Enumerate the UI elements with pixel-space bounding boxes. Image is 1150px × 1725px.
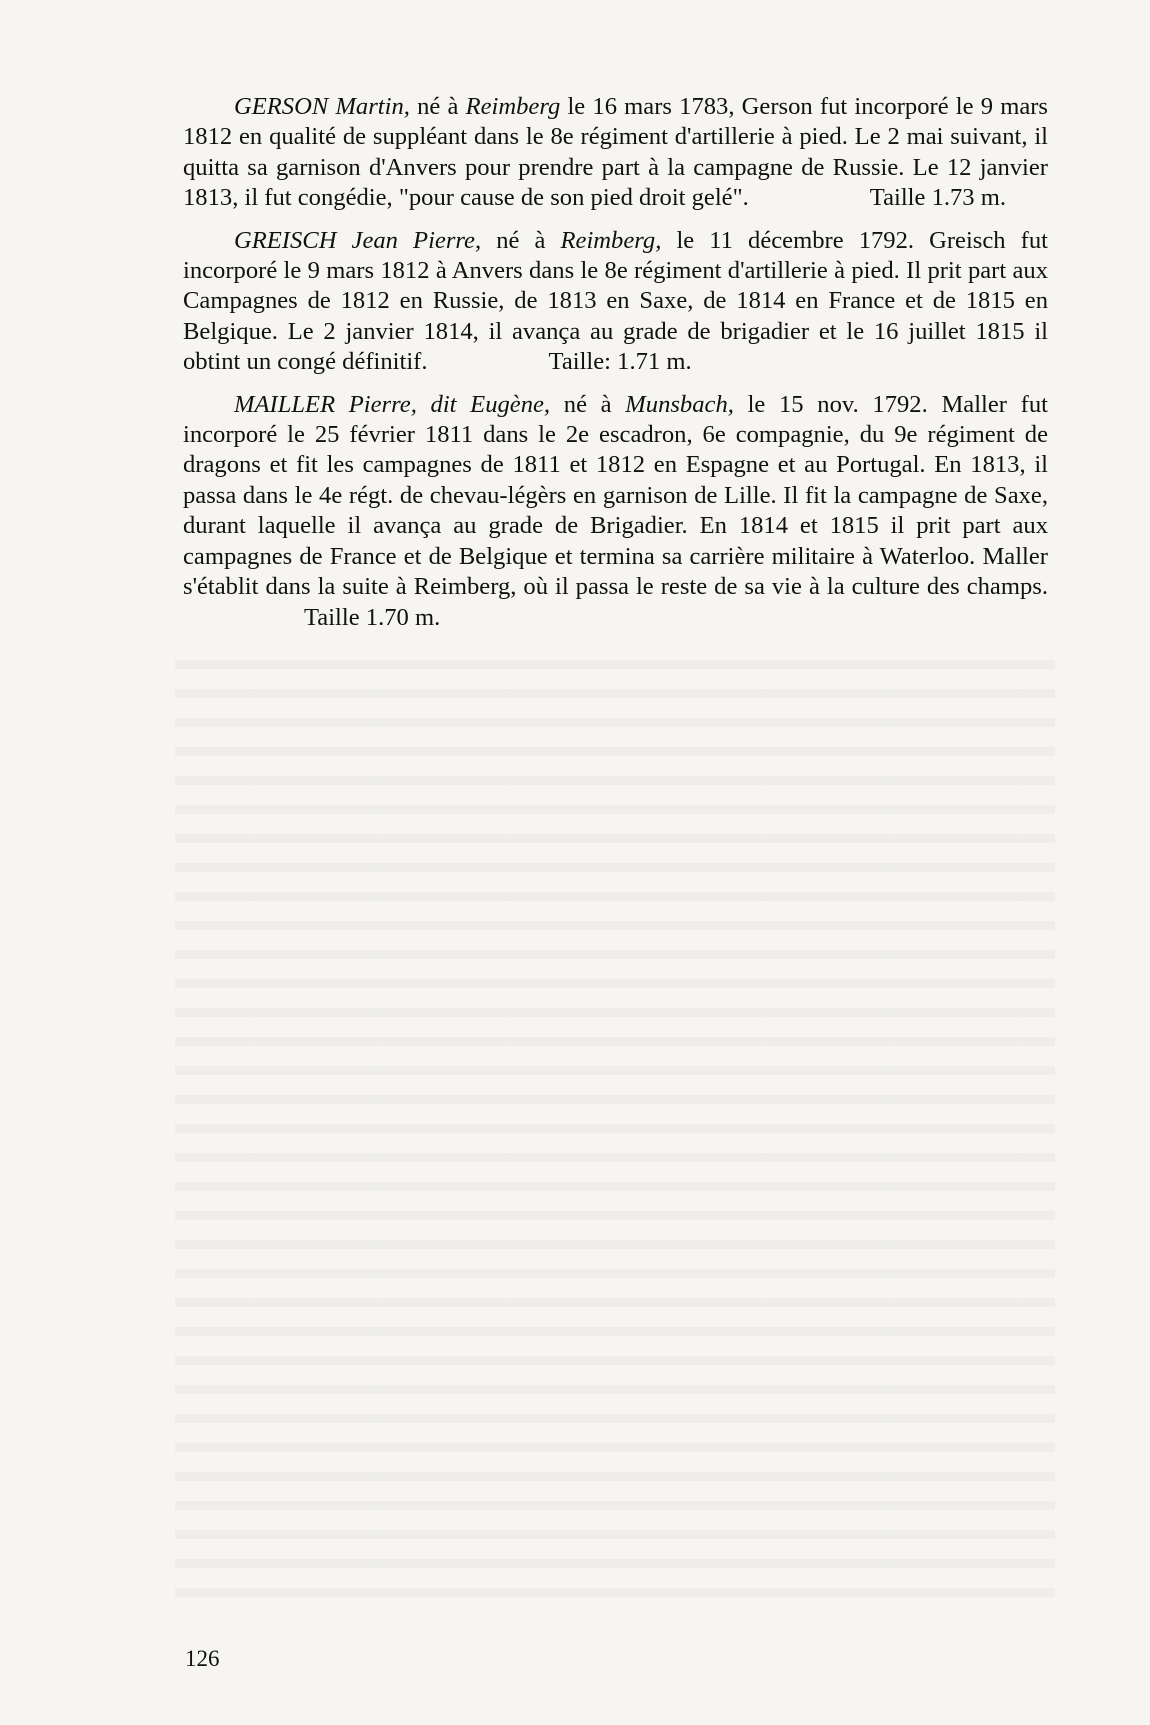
entry-name: MAILLER Pierre, dit Eugène, xyxy=(234,390,551,418)
entry-born-prefix: né à xyxy=(409,93,466,120)
entry-born-prefix: né à xyxy=(550,390,626,418)
show-through-background xyxy=(175,640,1055,1600)
entry-birthplace: Reimberg xyxy=(465,93,561,120)
entry-born-prefix: né à xyxy=(481,226,561,254)
entry-height: Taille: 1.71 m. xyxy=(548,348,692,376)
entry-height: Taille 1.73 m. xyxy=(869,184,1007,212)
entry-birthplace: Munsbach, xyxy=(625,390,734,418)
entry-mailler xyxy=(183,390,1048,633)
entry-birthplace: Reimberg, xyxy=(560,226,662,254)
entry-gerson xyxy=(183,92,1048,214)
entry-greisch xyxy=(183,226,1048,378)
entry-text: le 16 mars 1783, Gerson fut incorporé le 9 mars 1812 en qualité de suppléant dans le 8e régiment d'artillerie à pied. Le 2 mai suivant, il quitta sa garnison d'Anvers pour prendre part à la campagne de Russie. Le 12 janvier 1813, il fut congédie, "pour cause de son pied droit gelé". xyxy=(183,93,1049,212)
text-body xyxy=(183,92,1048,645)
page-number: 126 xyxy=(185,1646,220,1671)
entry-text: le 11 décembre 1792. Greisch fut incorporé le 9 mars 1812 à Anvers dans le 8e régiment d'artillerie à pied. Il prit part aux Campagnes de 1812 en Russie, de 1813 en Saxe, de 1814 en France et de 1815 en Belgique. Le 2 janvier 1814, il avança au grade de brigadier et le 16 juillet 1815 il obtint un congé définitif. xyxy=(183,226,1048,376)
entry-name: GERSON Martin, xyxy=(234,93,410,120)
entry-name: GREISCH Jean Pierre, xyxy=(234,226,482,254)
entry-text: le 15 nov. 1792. Maller fut incorporé le 25 février 1811 dans le 2e escadron, 6e compagnie, du 9e régiment de dragons et fit les campagnes de 1811 et 1812 en Espagne et au Portugal. En 1813, il passa dans le 4e régt. de chevau-légèrs en garnison de Lille. Il fit la campagne de Saxe, durant laquelle il avança au grade de Brigadier. En 1814 et 1815 il prit part aux campagnes de France et de Belgique et termina sa carrière militaire à Waterloo. Maller s'établit dans la suite à Reimberg, où il passa le reste de sa vie à la culture des champs. xyxy=(183,390,1049,601)
entry-height: Taille 1.70 m. xyxy=(304,603,441,631)
